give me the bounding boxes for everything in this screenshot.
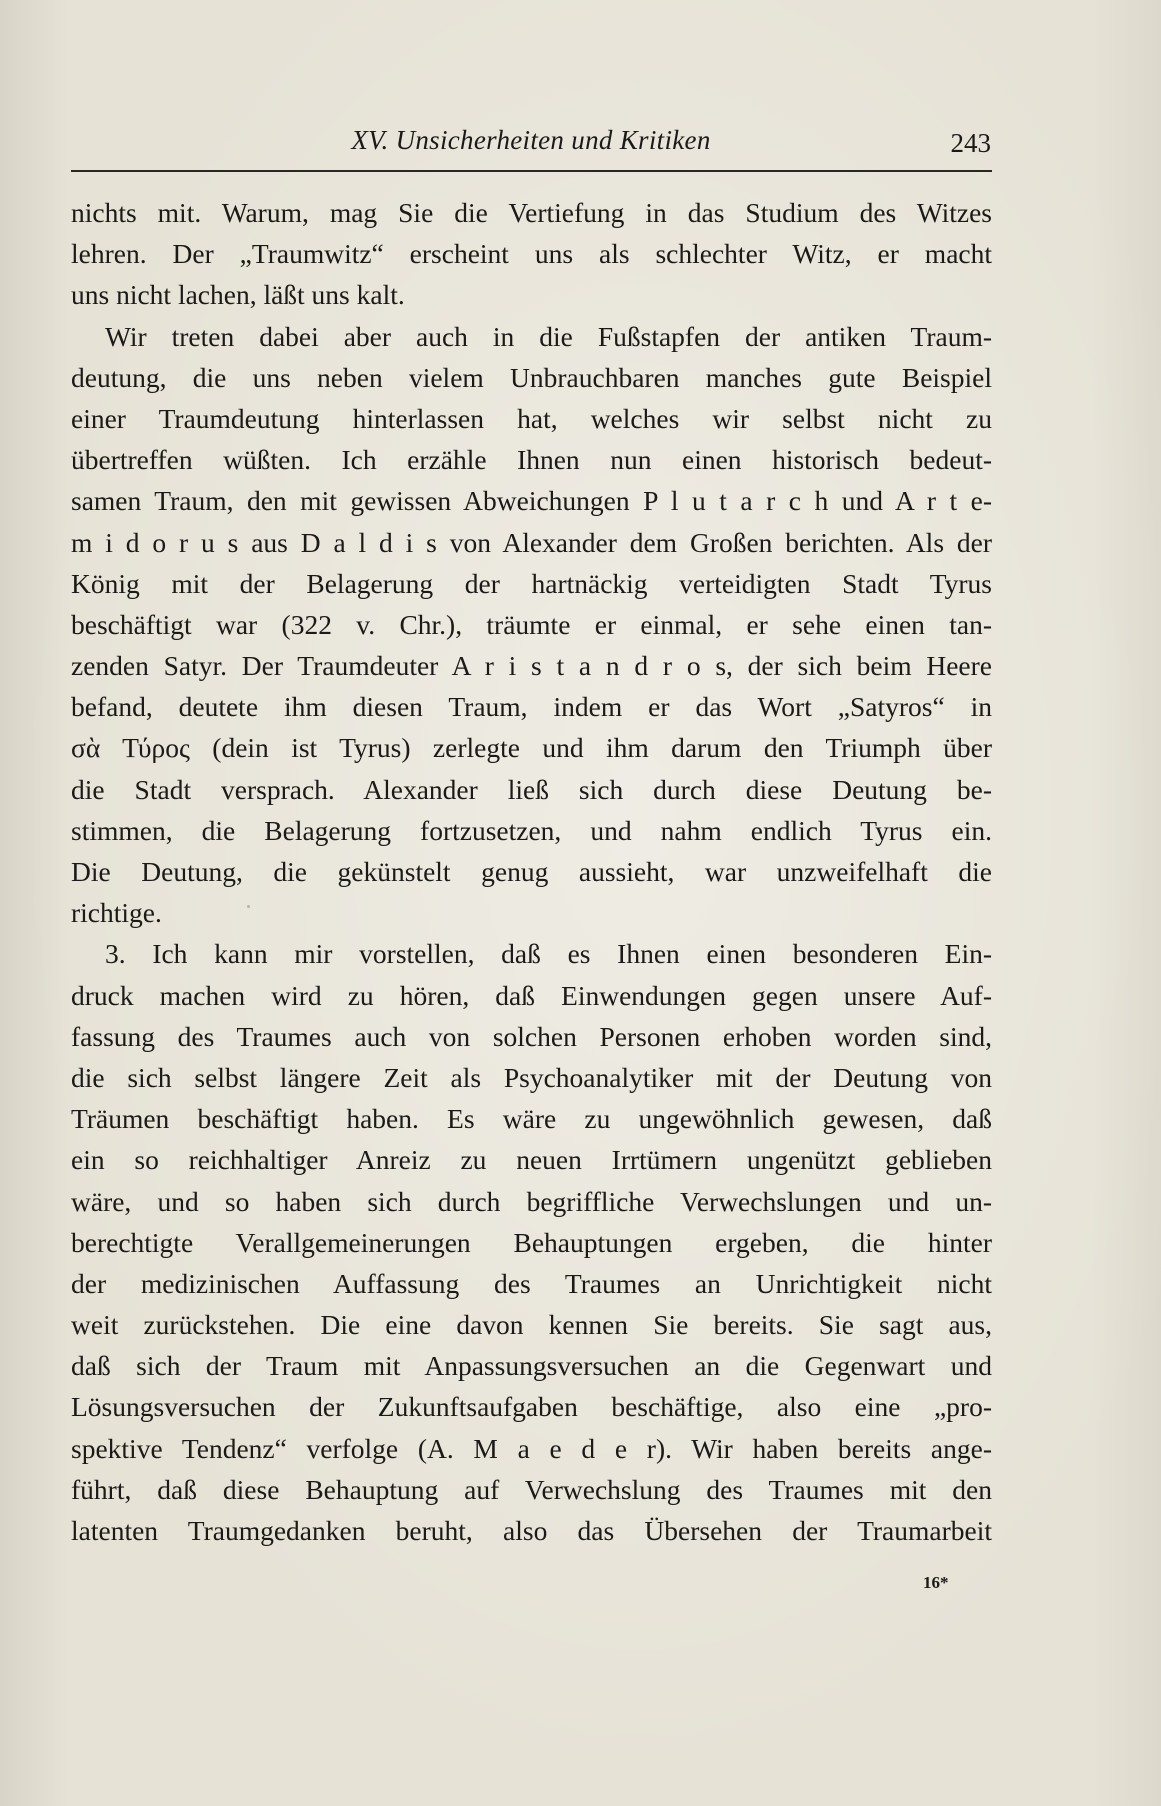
text-line: spektive Tendenz“ verfolge (A. M a e d e r). Wir haben bereits ange- (71, 1432, 992, 1464)
text-line: die Stadt versprach. Alexander ließ sich durch diese Deutung be- (71, 773, 992, 805)
text-line: der medizinischen Auffassung des Traumes an Unrichtigkeit nicht (71, 1267, 992, 1299)
text-line: deutung, die uns neben vielem Unbrauchbaren manches gute Beispiel (71, 361, 992, 393)
body-text (71, 192, 992, 1551)
text-line: ein so reichhaltiger Anreiz zu neuen Irrtümern ungenützt geblieben (71, 1144, 992, 1176)
text-line: Träumen beschäftigt haben. Es wäre zu ungewöhnlich gewesen, daß (71, 1103, 992, 1135)
text-line: σὰ Τύρος (dein ist Tyrus) zerlegte und ihm darum den Triumph über (71, 732, 992, 764)
page-number: 243 (950, 128, 991, 158)
text-line: beschäftigt war (322 v. Chr.), träumte er einmal, er sehe einen tan- (71, 608, 992, 640)
text-line: einer Traumdeutung hinterlassen hat, welches wir selbst nicht zu (71, 402, 992, 434)
text-line: König mit der Belagerung der hartnäckig verteidigten Stadt Tyrus (71, 567, 992, 599)
text-line: richtige. (71, 897, 162, 929)
running-head (71, 125, 991, 165)
text-line: m i d o r u s aus D a l d i s von Alexander dem Großen berichten. Als der (71, 526, 992, 558)
text-line: lehren. Der „Traumwitz“ erscheint uns als schlechter Witz, er macht (71, 238, 992, 270)
running-title: XV. Unsicherheiten und Kritiken (351, 125, 711, 155)
text-line: übertreffen wüßten. Ich erzähle Ihnen nun einen historisch bedeut- (71, 444, 992, 476)
text-line: 3. Ich kann mir vorstellen, daß es Ihnen einen besonderen Ein- (105, 938, 992, 970)
signature-mark: 16* (923, 1573, 949, 1592)
text-line: uns nicht lachen, läßt uns kalt. (71, 279, 405, 311)
text-line: führt, daß diese Behauptung auf Verwechslung des Traumes mit den (71, 1473, 992, 1505)
text-line: Wir treten dabei aber auch in die Fußstapfen der antiken Traum- (105, 320, 992, 352)
header-rule (71, 170, 992, 172)
text-line: berechtigte Verallgemeinerungen Behauptungen ergeben, die hinter (71, 1226, 992, 1258)
text-line: nichts mit. Warum, mag Sie die Vertiefung in das Studium des Witzes (71, 197, 992, 228)
text-line: weit zurückstehen. Die eine davon kennen Sie bereits. Sie sagt aus, (71, 1309, 992, 1341)
text-line: zenden Satyr. Der Traumdeuter A r i s t a n d r o s, der sich beim Heere (71, 650, 992, 682)
text-line: befand, deutete ihm diesen Traum, indem er das Wort „Satyros“ in (71, 691, 992, 723)
text-line: druck machen wird zu hören, daß Einwendungen gegen unsere Auf- (71, 979, 992, 1011)
text-line: stimmen, die Belagerung fortzusetzen, und nahm endlich Tyrus ein. (71, 814, 992, 846)
text-line: Die Deutung, die gekünstelt genug aussieht, war unzweifelhaft die (71, 856, 992, 887)
text-line: die sich selbst längere Zeit als Psychoanalytiker mit der Deutung von (71, 1061, 992, 1093)
text-line: samen Traum, den mit gewissen Abweichungen P l u t a r c h und A r t e- (71, 485, 992, 517)
text-line: daß sich der Traum mit Anpassungsversuchen an die Gegenwart und (71, 1350, 992, 1382)
text-line: wäre, und so haben sich durch begriffliche Verwechslungen und un- (71, 1185, 992, 1217)
paper-speck (247, 905, 250, 908)
text-line: Lösungsversuchen der Zukunftsaufgaben beschäftige, also eine „pro- (71, 1391, 992, 1423)
text-line: latenten Traumgedanken beruht, also das Übersehen der Traumarbeit (71, 1515, 992, 1546)
text-line: fassung des Traumes auch von solchen Personen erhoben worden sind, (71, 1020, 992, 1052)
